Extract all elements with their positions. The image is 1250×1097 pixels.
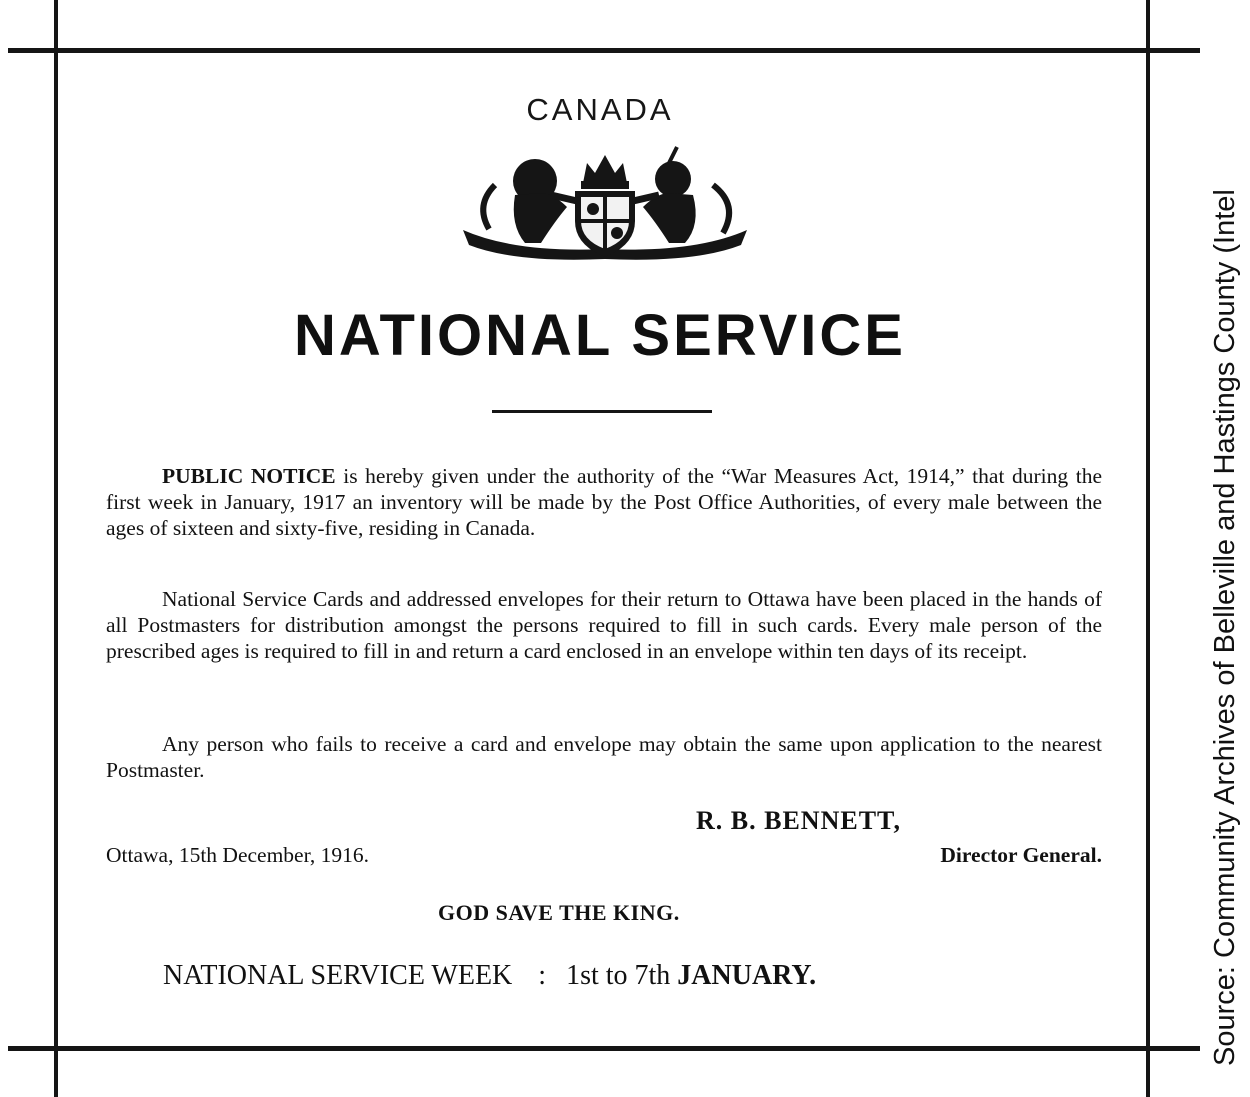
service-week-separator: : — [538, 960, 547, 991]
source-credit: Source: Community Archives of Belleville and Hastings County (Intel — [1209, 189, 1241, 1066]
signer-role: Director General. — [940, 843, 1102, 867]
right-border-rule — [1146, 0, 1150, 1097]
paragraph-3-text: Any person who fails to receive a card and envelope may obtain the same upon application to the nearest Postmaster. — [106, 732, 1102, 782]
service-week-dates: 1st to 7th — [566, 960, 671, 991]
service-week-line — [163, 960, 816, 992]
signer-name: R. B. BENNETT, — [696, 806, 901, 835]
paragraph-2 — [106, 586, 1102, 664]
bottom-border-rule — [8, 1046, 1200, 1051]
title-underline — [492, 410, 712, 413]
closing-line: GOD SAVE THE KING. — [438, 900, 680, 925]
service-week-label: NATIONAL SERVICE WEEK — [163, 960, 513, 991]
country-heading: CANADA — [526, 92, 674, 127]
royal-coat-of-arms-icon — [455, 145, 755, 275]
public-notice-lead: PUBLIC NOTICE — [162, 464, 336, 488]
paragraph-2-text: National Service Cards and addressed envelopes for their return to Ottawa have been placed in the hands of all Postmasters for distribution amongst the persons required to fill in such cards. Every male person of the prescribed ages is required to fill in and return a card enclosed in an envelope within ten days of its receipt. — [106, 587, 1102, 663]
paragraph-1 — [106, 463, 1102, 541]
paragraph-3 — [106, 731, 1102, 783]
left-border-rule — [54, 0, 58, 1097]
paragraph-1-text: is hereby given under the authority of the “War Measures Act, 1914,” that during the first week in January, 1917 an inventory will be made by the Post Office Authorities, of every male between the ages of sixteen and sixty-five, residing in Canada. — [106, 464, 1102, 540]
top-border-rule — [8, 48, 1200, 53]
place-and-date: Ottawa, 15th December, 1916. — [106, 843, 370, 867]
service-week-month: JANUARY. — [677, 960, 817, 991]
notice-title: NATIONAL SERVICE — [294, 303, 906, 368]
